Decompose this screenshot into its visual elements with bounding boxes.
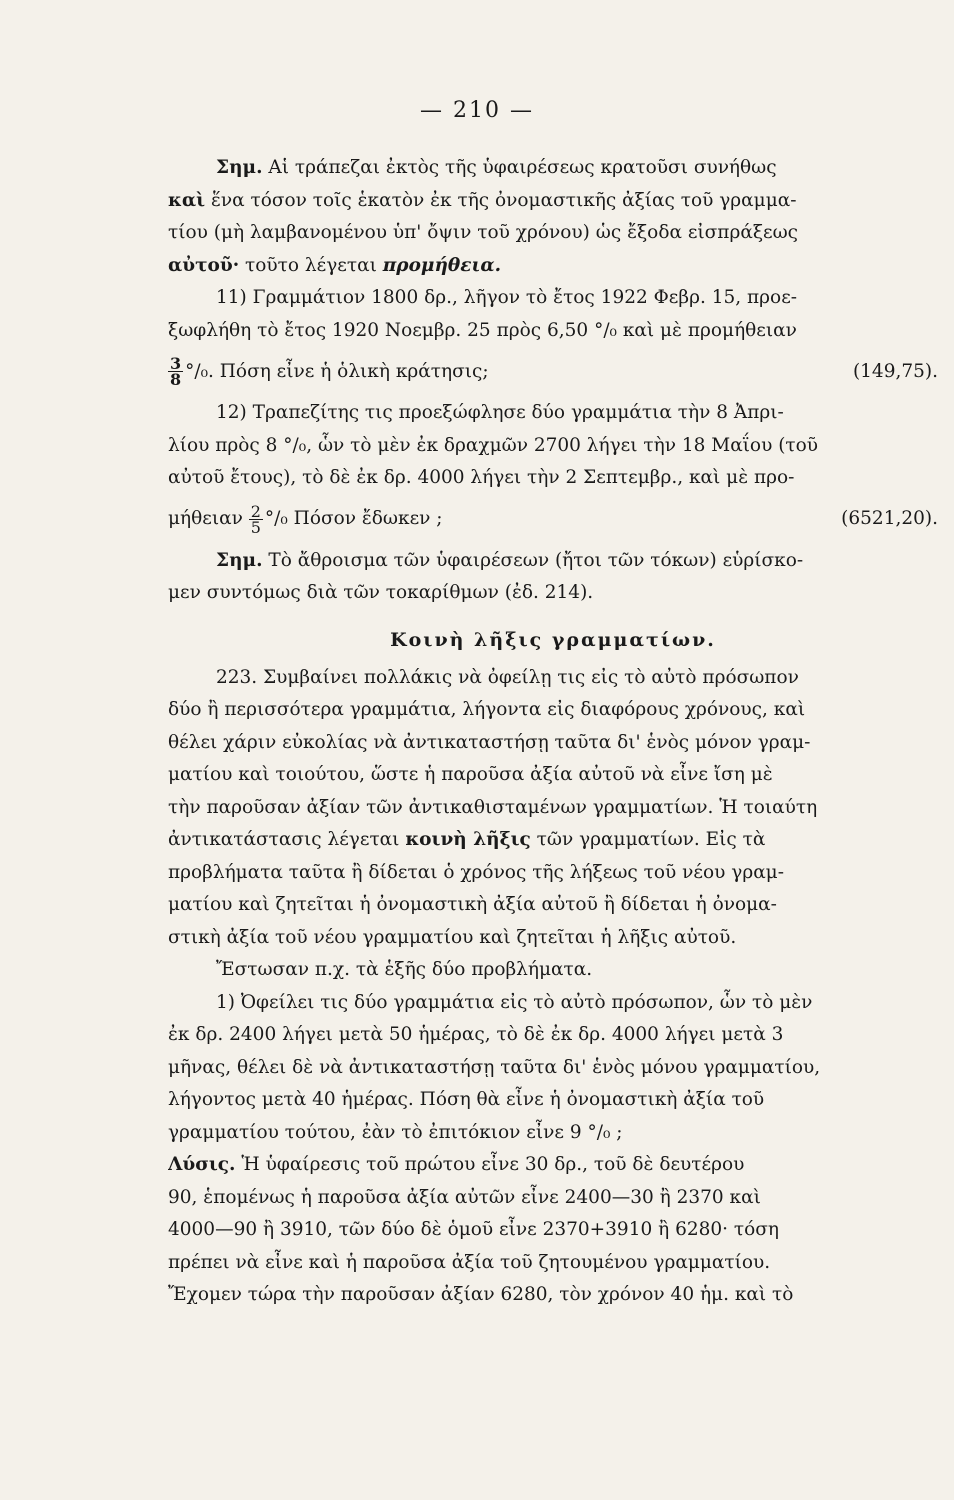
- paragraph-line: θέλει χάριν εὐκολίας νὰ ἀντικαταστήσῃ ταῦτα δι' ἑνὸς μόνον γραμ-: [168, 731, 811, 753]
- page-number: — 210 —: [420, 98, 534, 123]
- problem-line: ξωφλήθη τὸ ἔτος 1920 Νοεμβρ. 25 πρὸς 6,50 °/₀ καὶ μὲ προμήθειαν: [168, 319, 797, 341]
- problem-line: 11) Γραμμάτιον 1800 δρ., λῆγον τὸ ἔτος 1922 Φεβρ. 15, προε-: [216, 287, 798, 308]
- fraction: $\frac{3}{8}$: [170, 354, 182, 390]
- note-line: Σημ. Τὸ ἄθροισμα τῶν ὑφαιρέσεων (ἤτοι τῶν τόκων) εὑρίσκο-: [216, 549, 804, 571]
- paragraph-line: ματίου καὶ ζητεῖται ἡ ὀνομαστικὴ ἀξία αὐτοῦ ἢ δίδεται ἡ ὀνομα-: [168, 894, 777, 915]
- example-line: ἐκ δρ. 2400 λήγει μετὰ 50 ἡμέρας, τὸ δὲ ἐκ δρ. 4000 λήγει μετὰ 3: [168, 1024, 784, 1045]
- solution-line: 4000—90 ἢ 3910, τῶν δύο δὲ ὁμοῦ εἶνε 2370+3910 ἢ 6280· τόση: [168, 1219, 780, 1240]
- solution-line: Λύσις. Ἡ ὑφαίρεσις τοῦ πρώτου εἶνε 30 δρ., τοῦ δὲ δευτέρου: [168, 1154, 745, 1175]
- section-heading: Κοινὴ λῆξις γραμματίων.: [390, 628, 716, 651]
- solution-line: πρέπει νὰ εἶνε καὶ ἡ παροῦσα ἀξία τοῦ ζητουμένου γραμματίου.: [168, 1251, 771, 1273]
- note-line: τίου (μὴ λαμβανομένου ὑπ' ὄψιν τοῦ χρόνου) ὡς ἔξοδα εἰσπράξεως: [168, 222, 799, 243]
- problem-line: $\frac{3}{8}$ °/₀. Πόση εἶνε ἡ ὁλικὴ κράτησις; (149,75).: [170, 354, 938, 390]
- paragraph-line: Ἔστωσαν π.χ. τὰ ἑξῆς δύο προβλήματα.: [216, 959, 593, 980]
- paragraph-line: τὴν παροῦσαν ἀξίαν τῶν ἀντικαθισταμένων γραμματίων. Ἡ τοιαύτη: [168, 796, 818, 818]
- paragraph-line: δύο ἢ περισσότερα γραμμάτια, λήγοντα εἰς διαφόρους χρόνους, καὶ: [168, 699, 806, 720]
- paragraph-line: στικὴ ἀξία τοῦ νέου γραμματίου καὶ ζητεῖται ἡ λῆξις αὐτοῦ.: [168, 926, 737, 948]
- term-common-maturity: κοινὴ λῆξις: [405, 829, 531, 850]
- example-line: γραμματίου τούτου, ἐὰν τὸ ἐπιτόκιον εἶνε 9 °/₀ ;: [168, 1121, 623, 1143]
- paragraph-line: ἀντικατάστασις λέγεται κοινὴ λῆξις τῶν γραμματίων. Εἰς τὰ: [168, 829, 766, 850]
- solution-line: 90, ἑπομένως ἡ παροῦσα ἀξία αὐτῶν εἶνε 2400—30 ἢ 2370 καὶ: [168, 1186, 761, 1208]
- problem-line: αὐτοῦ ἔτους), τὸ δὲ ἐκ δρ. 4000 λήγει τὴν 2 Σεπτεμβρ., καὶ μὲ προ-: [168, 467, 795, 488]
- problem-line: λίου πρὸς 8 °/₀, ὧν τὸ μὲν ἐκ δραχμῶν 2700 λήγει τὴν 18 Μαΐου (τοῦ: [168, 434, 819, 456]
- problem-line: μήθειαν $\frac{2}{5}$ °/₀ Πόσον ἔδωκεν ; (6521,20).: [168, 501, 938, 537]
- answer: (149,75).: [852, 360, 938, 382]
- paragraph-line: ματίου καὶ τοιούτου, ὥστε ἡ παροῦσα ἀξία αὐτοῦ νὰ εἶνε ἴση μὲ: [168, 764, 773, 785]
- term-commission: προμήθεια.: [382, 254, 502, 276]
- problem-line: 12) Τραπεζίτης τις προεξώφλησε δύο γραμμάτια τὴν 8 Ἀπρι-: [216, 402, 784, 423]
- note-line: αὐτοῦ· τοῦτο λέγεται προμήθεια.: [168, 254, 502, 276]
- example-line: 1) Ὀφείλει τις δύο γραμμάτια εἰς τὸ αὐτὸ πρόσωπον, ὧν τὸ μὲν: [216, 991, 813, 1013]
- page-content: [168, 152, 938, 1312]
- example-line: λήγοντος μετὰ 40 ἡμέρας. Πόση θὰ εἶνε ἡ ὀνομαστικὴ ἀξία τοῦ: [168, 1089, 765, 1110]
- fraction: $\frac{2}{5}$: [250, 501, 261, 537]
- note-line: μεν συντόμως διὰ τῶν τοκαρίθμων (ἐδ. 214).: [168, 582, 594, 603]
- solution-line: Ἔχομεν τώρα τὴν παροῦσαν ἀξίαν 6280, τὸν χρόνον 40 ἡμ. καὶ τὸ: [168, 1284, 794, 1305]
- paragraph-line: 223. Συμβαίνει πολλάκις νὰ ὀφείλῃ τις εἰς τὸ αὐτὸ πρόσωπον: [216, 666, 799, 688]
- paragraph-line: προβλήματα ταῦτα ἢ δίδεται ὁ χρόνος τῆς λήξεως τοῦ νέου γραμ-: [168, 861, 784, 883]
- note-label: Σημ.: [216, 549, 263, 571]
- solution-label: Λύσις.: [168, 1154, 236, 1175]
- example-line: μῆνας, θέλει δὲ νὰ ἀντικαταστήσῃ ταῦτα δι' ἑνὸς μόνου γραμματίου,: [168, 1056, 821, 1078]
- note-line: Σημ. Αἱ τράπεζαι ἐκτὸς τῆς ὑφαιρέσεως κρατοῦσι συνήθως: [216, 157, 777, 178]
- answer: (6521,20).: [841, 508, 938, 530]
- note-label: Σημ.: [216, 157, 263, 178]
- note-line: καὶ ἕνα τόσον τοῖς ἑκατὸν ἐκ τῆς ὀνομαστικῆς ἀξίας τοῦ γραμμα-: [168, 189, 797, 211]
